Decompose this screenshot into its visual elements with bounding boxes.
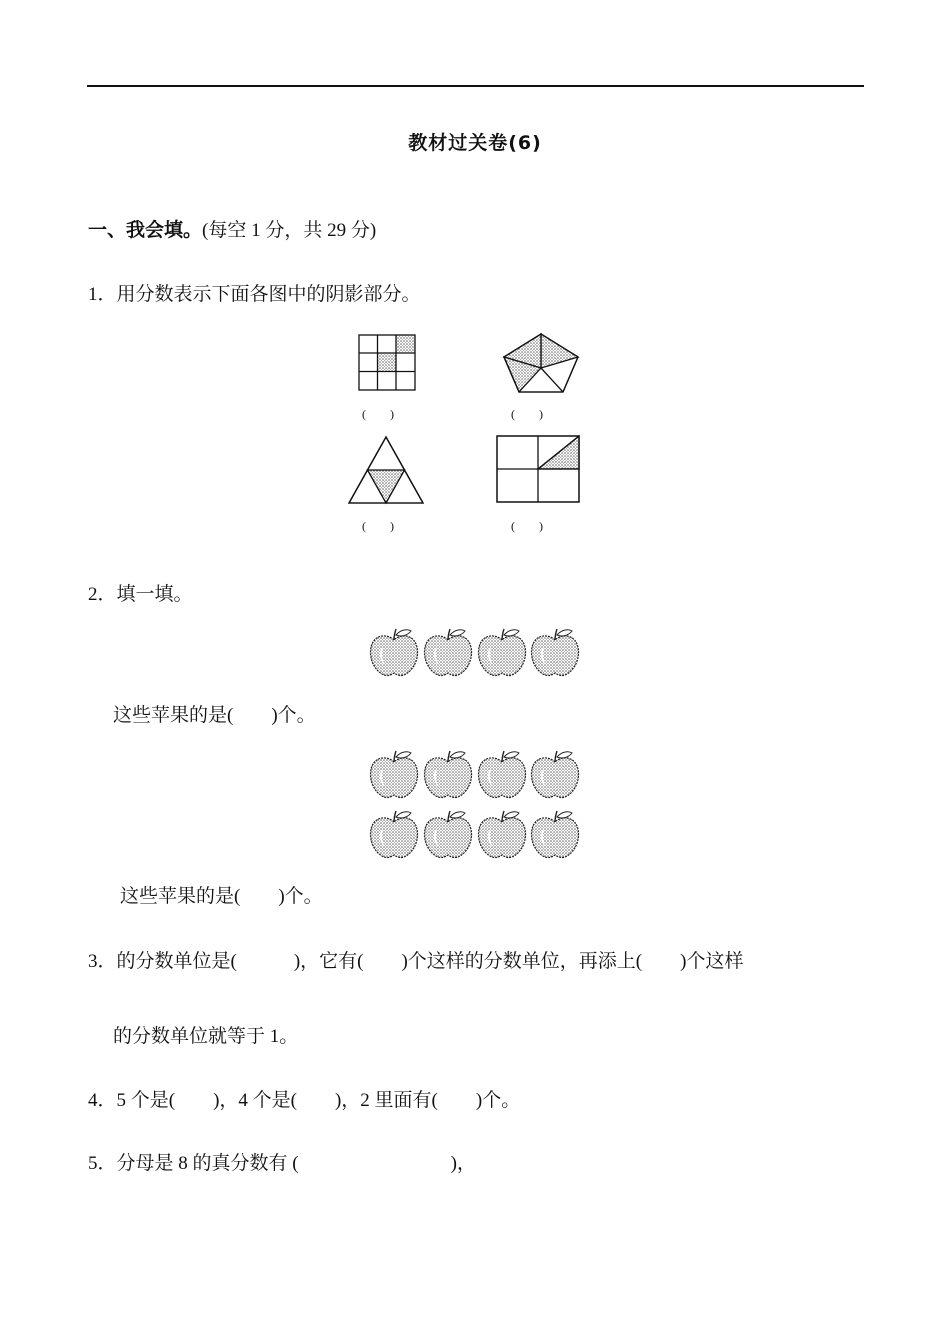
question-5-text: 5．分母是 8 的真分数有 ( )，: [88, 1153, 476, 1174]
question-2-text: 2．填一填。: [88, 584, 193, 605]
apple-icon: [368, 810, 420, 860]
apple-icon: [529, 810, 581, 860]
apple-icon: [368, 750, 420, 800]
question-1-text: 1．用分数表示下面各图中的阴影部分。: [88, 284, 421, 305]
question-2-line-2: 这些苹果的是( )个。: [120, 886, 323, 907]
section-score-note: (每空 1 分，共 29 分): [202, 220, 377, 241]
answer-blank-1[interactable]: ( ): [362, 407, 394, 421]
header-rule: [87, 85, 864, 87]
page-title: 教材过关卷(6): [408, 132, 542, 154]
apple-icon: [476, 750, 528, 800]
apple-icon: [368, 628, 420, 678]
answer-blank-4[interactable]: ( ): [511, 519, 543, 533]
question-2-line-1: 这些苹果的是( )个。: [113, 705, 316, 726]
apple-icon: [422, 750, 474, 800]
apple-icon: [476, 810, 528, 860]
apple-icon: [476, 628, 528, 678]
answer-blank-3[interactable]: ( ): [362, 519, 394, 533]
apple-icon: [529, 628, 581, 678]
triangle-figure: [346, 434, 426, 506]
question-4-text: 4．5 个是( )，4 个是( )，2 里面有( )个。: [88, 1090, 521, 1111]
apple-icon: [422, 628, 474, 678]
answer-blank-2[interactable]: ( ): [511, 407, 543, 421]
section-title: 一、我会填。: [88, 219, 203, 241]
section-heading: [88, 221, 376, 240]
question-3-line-1: 3．的分数单位是( )，它有( )个这样的分数单位，再添上( )个这样: [88, 951, 744, 972]
rectangle-figure: [495, 434, 581, 504]
question-3-line-2: 的分数单位就等于 1。: [113, 1026, 299, 1047]
apple-icon: [529, 750, 581, 800]
pentagon-figure: [500, 330, 582, 396]
grid-figure: [358, 334, 416, 392]
apple-icon: [422, 810, 474, 860]
